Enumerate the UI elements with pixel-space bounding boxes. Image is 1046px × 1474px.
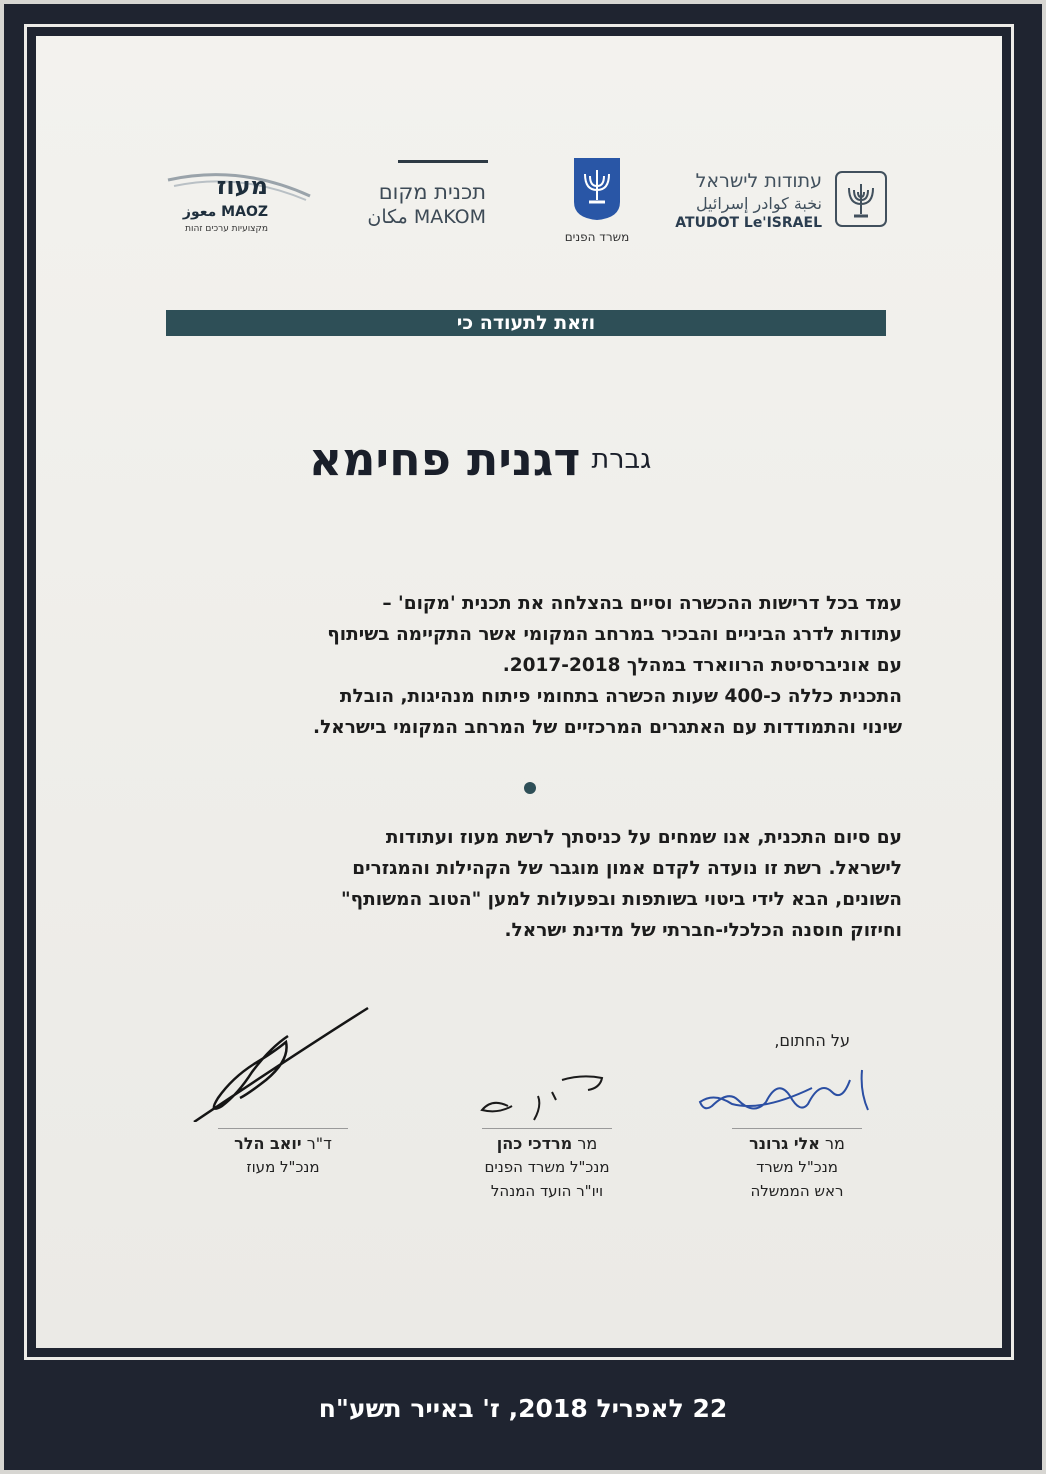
signatory-name: ד"ר יואב הלר bbox=[234, 1134, 332, 1153]
makom-bar bbox=[398, 160, 488, 163]
maoz-logo bbox=[160, 166, 320, 246]
state-emblem-icon bbox=[570, 156, 624, 222]
signatory-role: ויו"ר הועד המנהל bbox=[490, 1182, 604, 1200]
certificate-date: 22 לאפריל 2018, ז' באייר תשע"ח bbox=[318, 1394, 728, 1423]
signature-mark bbox=[452, 1070, 642, 1130]
ministry-label: משרד הפנים bbox=[564, 230, 630, 244]
signatory-name: מר אלי גרונר bbox=[749, 1134, 845, 1153]
signature-line bbox=[732, 1128, 862, 1129]
maoz-tagline: מקצועיות ערכים זהות bbox=[185, 224, 268, 234]
signatory-role: ראש הממשלה bbox=[750, 1182, 844, 1200]
text-line: שינוי והתמודדות עם האתגרים המרכזיים של המרחב המקומי בישראל. bbox=[313, 717, 902, 738]
text-line: לישראל. רשת זו נועדה לקדם אמון מוגבר של הקהילות והמגזרים bbox=[352, 858, 902, 879]
paragraph-network bbox=[180, 822, 902, 946]
menorah-emblem-icon bbox=[834, 170, 888, 232]
separator-dot bbox=[524, 782, 536, 794]
signatory-role: מנכ"ל משרד הפנים bbox=[484, 1158, 610, 1176]
atudot-arabic: نخبة كوادر إسرائيل bbox=[695, 194, 822, 213]
signatory-name: מר מרדכי כהן bbox=[496, 1134, 598, 1153]
text-line: השונים, הבא לידי ביטוי בשותפות ובפעולות למען "הטוב המשותף" bbox=[340, 889, 902, 910]
atudot-hebrew: עתודות לישראל bbox=[695, 170, 822, 192]
text-line: עתודות לדרג הביניים והבכיר במרחב המקומי אשר התקיימה בשיתוף bbox=[327, 624, 902, 645]
makom-hebrew: תכנית מקום bbox=[378, 180, 486, 204]
certificate-banner: וזאת לתעודה כי bbox=[166, 310, 886, 336]
text-line: התכנית כללה כ-400 שעות הכשרה בתחומי פיתוח מנהיגות, הובלת bbox=[339, 686, 902, 707]
signature-line bbox=[482, 1128, 612, 1129]
recipient-name: דגנית פחימא bbox=[308, 432, 581, 486]
maoz-latin-arabic: MAOZ معوز bbox=[182, 204, 268, 220]
signature-line bbox=[218, 1128, 348, 1129]
seal-label: על החתום, bbox=[774, 1031, 850, 1050]
atudot-english: ATUDOT Le'ISRAEL bbox=[675, 215, 822, 231]
signature-mark bbox=[178, 1002, 378, 1122]
signature-mark bbox=[692, 1062, 882, 1122]
text-line: עם אוניברסיטת הרווארד במהלך 2017-2018. bbox=[502, 655, 902, 676]
recipient-title: גברת bbox=[591, 443, 652, 475]
recipient bbox=[180, 432, 780, 486]
makom-latin-arabic: MAKOM مكان bbox=[367, 206, 486, 228]
signatory-role: מנכ"ל משרד bbox=[756, 1158, 838, 1176]
maoz-hebrew: מעוז bbox=[216, 172, 268, 200]
text-line: עם סיום התכנית, אנו שמחים על כניסתך לרשת מעוז ועתודות bbox=[385, 827, 902, 848]
paragraph-achievement bbox=[180, 588, 902, 743]
text-line: עמד בכל דרישות ההכשרה וסיים בהצלחה את תכנית 'מקום' – bbox=[382, 593, 902, 614]
signatory-role: מנכ"ל מעוז bbox=[246, 1158, 320, 1176]
text-line: וחיזוק חוסנה הכלכלי-חברתי של מדינת ישראל. bbox=[504, 920, 902, 941]
